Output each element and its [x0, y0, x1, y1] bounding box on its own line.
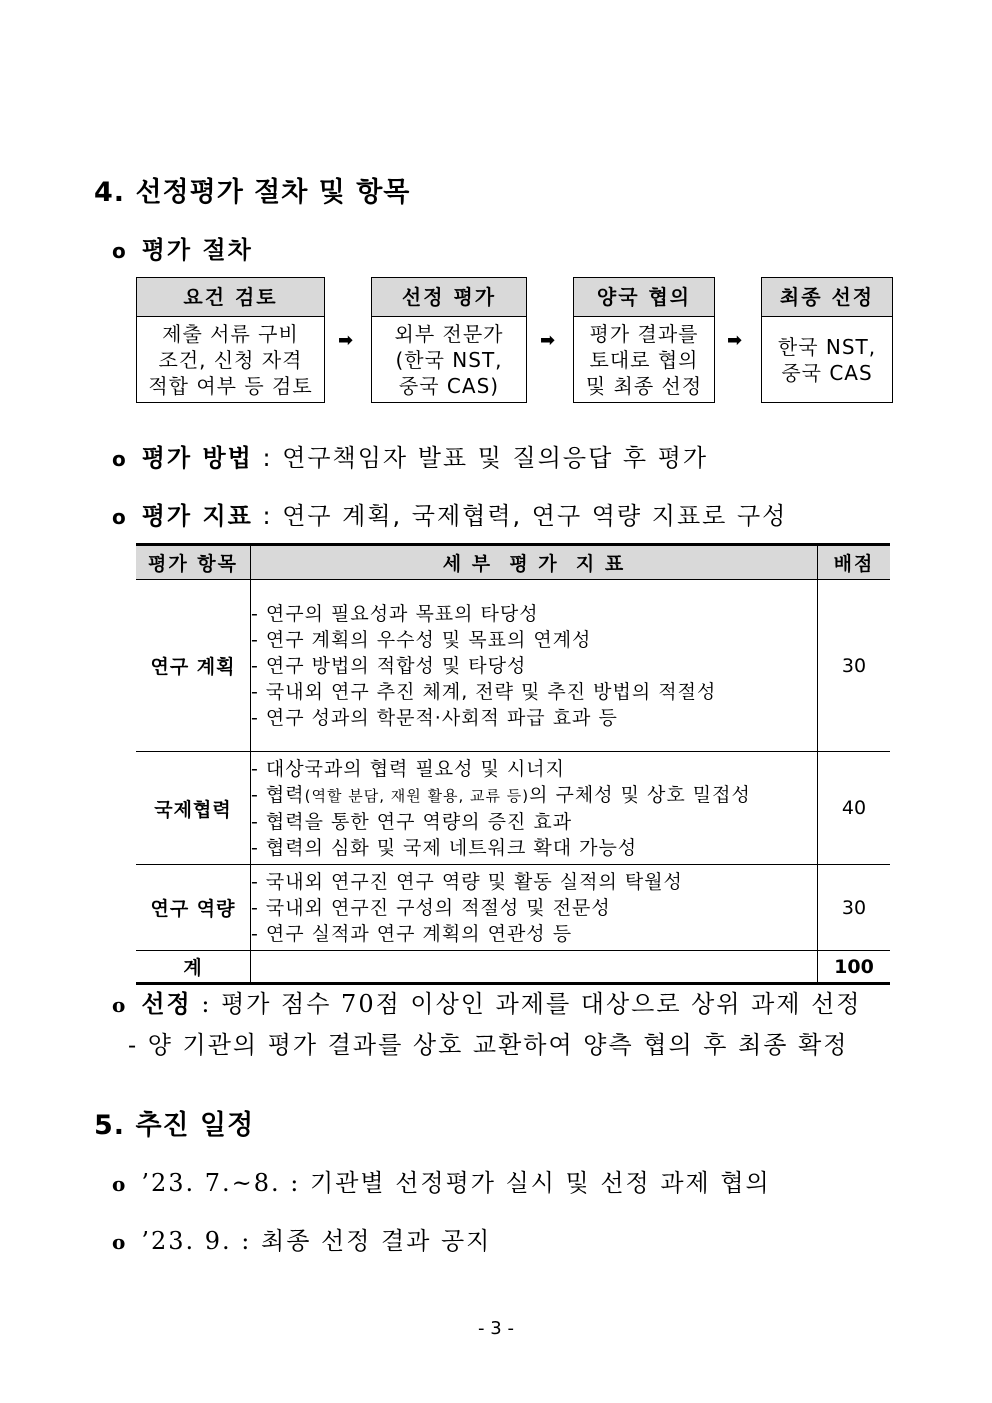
row-score: 30	[818, 580, 891, 752]
method-bullet	[112, 438, 708, 473]
list-item	[251, 782, 817, 809]
bullet-mark: o	[112, 505, 128, 529]
header-details: 세 부 평 가 지 표	[251, 545, 818, 580]
flow-line: 적합 여부 등 검토	[148, 374, 313, 398]
row-items	[251, 865, 818, 951]
selection-label: 선정	[141, 989, 192, 1018]
schedule-text: ’23. 9. : 최종 선정 결과 공지	[141, 1227, 492, 1255]
total-score: 100	[818, 951, 891, 984]
list-item: - 국내외 연구 추진 체계, 전략 및 추진 방법의 적절성	[251, 680, 717, 703]
selection-subitem: - 양 기관의 평가 결과를 상호 교환하여 양측 협의 후 최종 확정	[128, 1031, 849, 1059]
flow-box-head: 선정 평가	[372, 278, 526, 317]
flow-line: 외부 전문가	[394, 322, 504, 346]
table-header-row	[136, 545, 890, 580]
procedure-bullet	[112, 230, 253, 265]
section5-title: 5. 추진 일정	[94, 1110, 255, 1141]
flow-arrow-icon: ➡	[540, 330, 556, 351]
flow-box-final	[761, 277, 893, 403]
bullet-mark: o	[112, 993, 128, 1017]
list-item: - 협력을 통한 연구 역량의 증진 효과	[251, 810, 573, 833]
flow-line: (한국 NST,	[395, 348, 503, 372]
list-item: - 국내외 연구진 연구 역량 및 활동 실적의 탁월성	[251, 870, 683, 893]
header-category: 평가 항목	[136, 545, 251, 580]
list-item: - 국내외 연구진 구성의 적절성 및 전문성	[251, 896, 611, 919]
schedule-item	[112, 1163, 771, 1198]
list-item: - 협력의 심화 및 국제 네트워크 확대 가능성	[251, 836, 638, 859]
table-total-row	[136, 951, 890, 984]
bullet-mark: o	[112, 239, 128, 263]
flow-box-evaluation	[371, 277, 527, 403]
row-items	[251, 752, 818, 865]
table-row	[136, 865, 890, 951]
header-score: 배점	[818, 545, 891, 580]
indicator-bullet	[112, 496, 787, 531]
flow-box-head: 요건 검토	[137, 278, 324, 317]
flow-line: 토대로 협의	[589, 348, 699, 372]
selection-text: : 평가 점수 70점 이상인 과제를 대상으로 상위 과제 선정	[191, 990, 862, 1018]
list-item: - 연구의 필요성과 목표의 타당성	[251, 602, 539, 625]
flow-box-consultation	[573, 277, 715, 403]
row-items	[251, 580, 818, 752]
flow-line: 및 최종 선정	[585, 374, 703, 398]
row-category: 연구 계획	[136, 580, 251, 752]
schedule-text: ’23. 7.~8. : 기관별 선정평가 실시 및 선정 과제 협의	[141, 1169, 771, 1197]
flow-arrow-icon: ➡	[338, 330, 354, 351]
table-row	[136, 580, 890, 752]
table-row	[136, 752, 890, 865]
item-text: 의 구체성 및 상호 밀접성	[529, 783, 751, 806]
schedule-item	[112, 1221, 491, 1256]
page-number: - 3 -	[478, 1318, 514, 1339]
flow-line: 한국 NST,	[777, 335, 877, 359]
indicator-text: : 연구 계획, 국제협력, 연구 역량 지표로 구성	[252, 502, 788, 530]
method-text: : 연구책임자 발표 및 질의응답 후 평가	[252, 444, 709, 472]
bullet-mark: o	[112, 447, 128, 471]
total-empty	[251, 951, 818, 984]
row-score: 30	[818, 865, 891, 951]
flow-box-requirements	[136, 277, 325, 403]
bullet-mark: o	[112, 1230, 128, 1254]
section4-title: 4. 선정평가 절차 및 항목	[94, 177, 411, 208]
item-text: - 협력	[251, 783, 305, 806]
flow-line: 제출 서류 구비	[162, 322, 299, 346]
flow-line: 조건, 신청 자격	[158, 348, 303, 372]
method-label: 평가 방법	[141, 444, 253, 472]
row-category: 연구 역량	[136, 865, 251, 951]
flow-line: 중국 CAS	[781, 361, 873, 385]
list-item: - 연구 계획의 우수성 및 목표의 연계성	[251, 628, 592, 651]
list-item: - 연구 성과의 학문적·사회적 파급 효과 등	[251, 706, 618, 729]
flow-line: 평가 결과를	[589, 322, 699, 346]
item-note: (역할 분담, 재원 활용, 교류 등)	[304, 786, 530, 805]
procedure-label: 평가 절차	[141, 236, 253, 264]
list-item: - 연구 실적과 연구 계획의 연관성 등	[251, 922, 573, 945]
row-score: 40	[818, 752, 891, 865]
indicator-label: 평가 지표	[141, 502, 253, 530]
flow-box-head: 양국 협의	[574, 278, 714, 317]
total-label: 계	[136, 951, 251, 984]
flow-box-head: 최종 선정	[762, 278, 892, 317]
evaluation-table	[136, 543, 890, 985]
selection-bullet	[112, 984, 862, 1019]
flow-arrow-icon: ➡	[727, 330, 743, 351]
list-item: - 대상국과의 협력 필요성 및 시너지	[251, 757, 566, 780]
row-category: 국제협력	[136, 752, 251, 865]
list-item: - 연구 방법의 적합성 및 타당성	[251, 654, 527, 677]
bullet-mark: o	[112, 1172, 128, 1196]
flow-line: 중국 CAS)	[398, 374, 500, 398]
